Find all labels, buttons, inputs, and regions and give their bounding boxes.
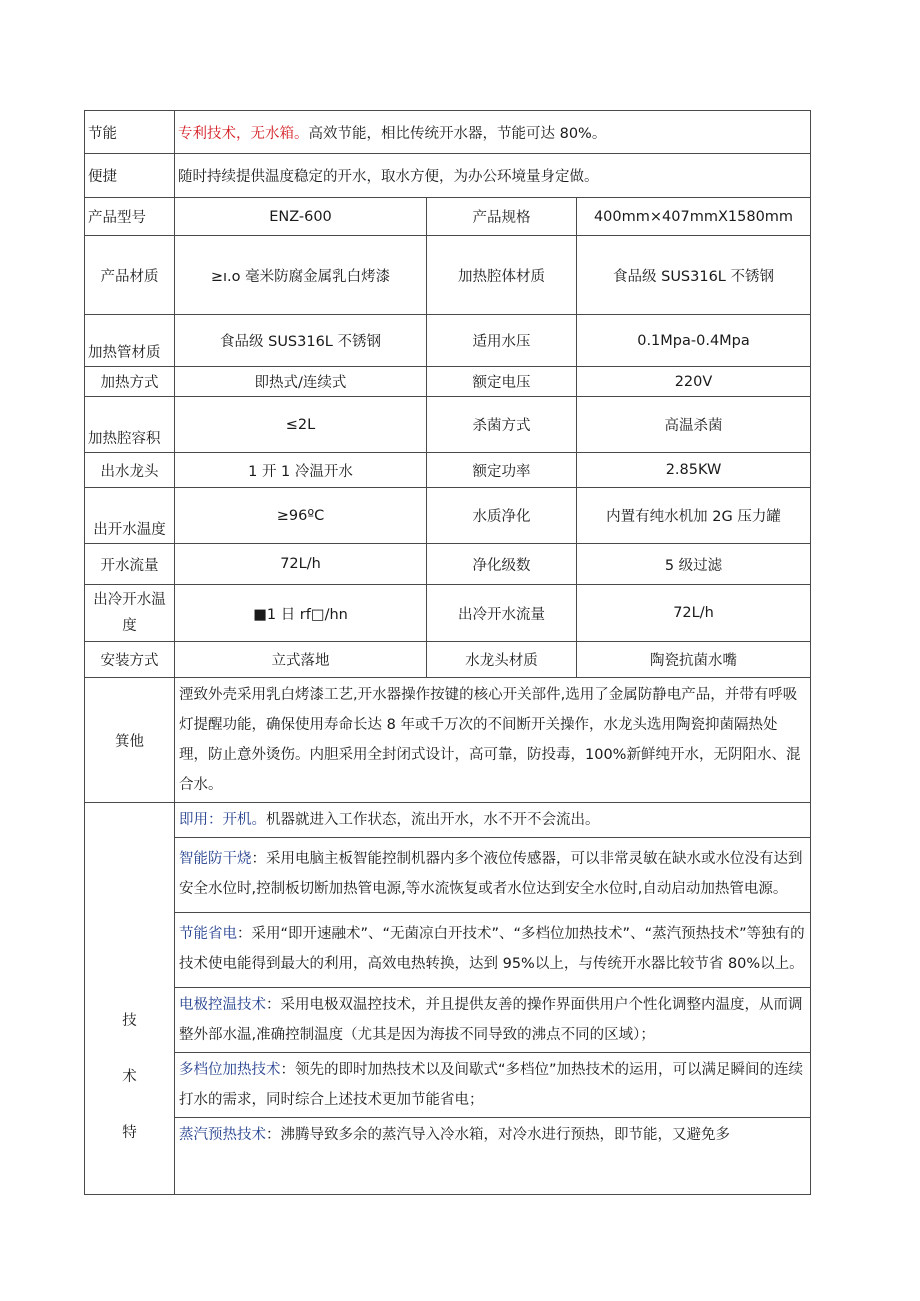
spec-value: 2.85KW bbox=[577, 453, 811, 488]
table-row bbox=[85, 488, 811, 544]
table-row bbox=[85, 367, 811, 397]
feature-text: 机器就进入工作状态，流出开水，水不开不会流出。 bbox=[266, 812, 600, 828]
spec-value: ■1 日 rf□∕hn bbox=[175, 585, 427, 642]
feature-title: 即用：开机。 bbox=[179, 812, 266, 828]
table-row bbox=[85, 154, 811, 198]
spec-value: 72L∕h bbox=[175, 544, 427, 585]
spec-value: 高温杀菌 bbox=[577, 397, 811, 453]
tech-features-list bbox=[175, 803, 811, 1195]
feature-text: ：沸腾导致多余的蒸汽导入冷水箱，对冷水进行预热，即节能，又避免多 bbox=[266, 1127, 730, 1143]
spec-label: 出水龙头 bbox=[85, 453, 175, 488]
spec-label: 额定电压 bbox=[427, 367, 577, 397]
table-row bbox=[85, 315, 811, 367]
spec-label: 出开水温度 bbox=[85, 488, 175, 544]
table-row bbox=[85, 111, 811, 154]
spec-value: 食品级 SUS316L 不锈钢 bbox=[175, 315, 427, 367]
cell-text: 随时持续提供温度稳定的开水，取水方便，为办公环境量身定做。 bbox=[175, 154, 811, 198]
table-row bbox=[85, 585, 811, 642]
label-char: 技 bbox=[122, 1013, 137, 1029]
spec-value: 5 级过滤 bbox=[577, 544, 811, 585]
feature-title: 节能省电 bbox=[179, 926, 237, 942]
spec-label: 适用水压 bbox=[427, 315, 577, 367]
spec-label: 水龙头材质 bbox=[427, 642, 577, 678]
spec-table bbox=[84, 110, 811, 1195]
label-char: 术 bbox=[122, 1069, 137, 1085]
spec-value: ≥96ºC bbox=[175, 488, 427, 544]
table-row bbox=[85, 236, 811, 315]
feature-text: ：领先的即时加热技术以及间歇式“多档位”加热技术的运用，可以满足瞬间的连续打水的需求，同时综合上述技术更加节能省电； bbox=[179, 1062, 804, 1108]
row-label: 节能 bbox=[85, 111, 175, 154]
spec-value: 即热式/连续式 bbox=[175, 367, 427, 397]
spec-label: 出冷开水温度 bbox=[85, 585, 175, 642]
spec-label: 水质净化 bbox=[427, 488, 577, 544]
feature-title: 智能防干烧 bbox=[179, 851, 252, 867]
spec-value: 立式落地 bbox=[175, 642, 427, 678]
spec-value: 0.1Mpa-0.4Mpa bbox=[577, 315, 811, 367]
row-label: 便捷 bbox=[85, 154, 175, 198]
feature-title: 多档位加热技术 bbox=[179, 1062, 281, 1078]
spec-label: 加热腔体材质 bbox=[427, 236, 577, 315]
spec-label: 出冷开水流量 bbox=[427, 585, 577, 642]
spec-value: 食品级 SUS316L 不锈钢 bbox=[577, 236, 811, 315]
spec-label: 加热腔容积 bbox=[85, 397, 175, 453]
spec-label: 净化级数 bbox=[427, 544, 577, 585]
spec-label: 安装方式 bbox=[85, 642, 175, 678]
spec-label: 产品型号 bbox=[85, 198, 175, 236]
cell-text: 高效节能，相比传统开水器，节能可达 80%。 bbox=[308, 125, 607, 142]
table-row bbox=[85, 544, 811, 585]
table-row bbox=[85, 803, 811, 1195]
highlight-text: 专利技术，无水箱。 bbox=[178, 125, 309, 142]
feature-text: ：采用电脑主板智能控制机器内多个液位传感器，可以非常灵敏在缺水或水位没有达到安全水位时,控制板切断加热管电源,等水流恢复或者水位达到安全水位时,自动启动加热管电源。 bbox=[179, 851, 803, 897]
spec-label: 加热方式 bbox=[85, 367, 175, 397]
table-row bbox=[85, 642, 811, 678]
tech-features-label bbox=[85, 803, 175, 1195]
spec-label: 加热管材质 bbox=[85, 315, 175, 367]
spec-label: 开水流量 bbox=[85, 544, 175, 585]
spec-value: 内置有纯水机加 2G 压力罐 bbox=[577, 488, 811, 544]
table-row bbox=[85, 678, 811, 803]
feature-item bbox=[175, 988, 810, 1053]
feature-item bbox=[175, 838, 810, 913]
spec-value: 220V bbox=[577, 367, 811, 397]
spec-label: 额定功率 bbox=[427, 453, 577, 488]
table-row bbox=[85, 453, 811, 488]
feature-title: 电极控温技术 bbox=[179, 997, 266, 1013]
spec-label: 产品材质 bbox=[85, 236, 175, 315]
spec-label: 杀菌方式 bbox=[427, 397, 577, 453]
feature-text: ：采用电极双温控技术，并且提供友善的操作界面供用户个性化调整内温度，从而调整外部水温,准确控制温度（尤其是因为海拔不同导致的沸点不同的区域）； bbox=[179, 997, 803, 1043]
spec-label: 产品规格 bbox=[427, 198, 577, 236]
feature-title: 蒸汽预热技术 bbox=[179, 1127, 266, 1143]
spec-value: 陶瓷抗菌水嘴 bbox=[577, 642, 811, 678]
feature-item bbox=[175, 1118, 810, 1152]
other-description: 湮致外壳采用乳白烤漆工艺,开水器操作按键的核心开关部件,选用了金属防静电产品，并带有呼吸灯提醒功能，确保使用寿命长达 8 年或千万次的不间断开关操作，水龙头选用陶瓷抑菌隔热处理，防止意外烫伤。内胆采用全封闭式设计，高可靠，防投毒，100%新鲜纯开水，无阴阳水、混合水。 bbox=[175, 678, 811, 803]
table-row bbox=[85, 397, 811, 453]
spec-value: 1 开 1 冷温开水 bbox=[175, 453, 427, 488]
energy-saving-cell bbox=[175, 111, 811, 154]
feature-text: ：采用“即开速融术”、“无菌凉白开技术”、“多档位加热技术”、“蒸汽预热技术”等独有的技术使电能得到最大的利用，高效电热转换，达到 95%以上，与传统开水器比较节省 80%以上。 bbox=[179, 926, 805, 972]
spec-value: 72L∕h bbox=[577, 585, 811, 642]
spec-value: ENZ-600 bbox=[175, 198, 427, 236]
other-label: 箕他 bbox=[85, 678, 175, 803]
feature-item bbox=[175, 1053, 810, 1118]
spec-value: 400mm×407mmX1580mm bbox=[577, 198, 811, 236]
table-row bbox=[85, 198, 811, 236]
label-char: 特 bbox=[122, 1125, 137, 1141]
feature-item bbox=[175, 913, 810, 988]
feature-item bbox=[175, 803, 810, 838]
spec-value: ≥ı.o 毫米防腐金属乳白烤漆 bbox=[175, 236, 427, 315]
spec-value: ≤2L bbox=[175, 397, 427, 453]
